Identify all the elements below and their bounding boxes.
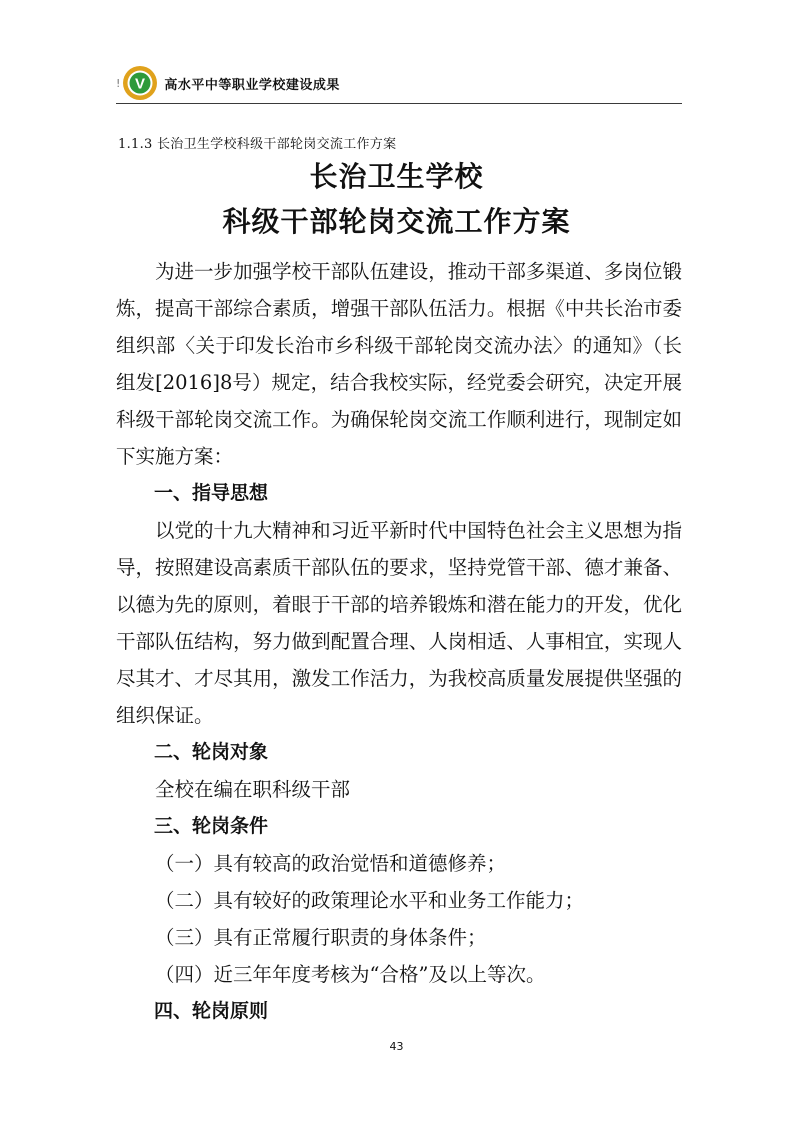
section-heading-conditions: 三、轮岗条件	[154, 815, 269, 837]
section-number: 1.1.3 长治卫生学校科级干部轮岗交流工作方案	[118, 137, 397, 152]
condition-item: （三）具有正常履行职责的身体条件；	[155, 926, 487, 949]
header-title: 高水平中等职业学校建设成果	[164, 77, 340, 93]
school-logo-icon	[122, 65, 158, 101]
header-mark: !	[116, 76, 121, 90]
section-heading-target: 二、轮岗对象	[154, 741, 269, 763]
guiding-paragraph: 以党的十九大精神和习近平新时代中国特色社会主义思想为指导，按照建设高素质干部队伍的要求，坚持党管干部、德才兼备、以德为先的原则，着眼于干部的培养锻炼和潜在能力的开发，优化干部队伍结构，努力做到配置合理、人岗相适、人事相宜，实现人尽其才、才尽其用，激发工作活力，为我校高质量发展提供坚强的组织保证。	[116, 519, 682, 727]
section-heading-principles: 四、轮岗原则	[154, 1000, 269, 1022]
section-heading-guiding: 一、指导思想	[154, 482, 269, 504]
condition-item: （四）近三年年度考核为“合格”及以上等次。	[155, 963, 546, 986]
condition-item: （二）具有较好的政策理论水平和业务工作能力；	[155, 889, 585, 912]
running-header	[116, 63, 340, 103]
condition-item: （一）具有较高的政治觉悟和道德修养；	[155, 852, 507, 875]
document-title-line2: 科级干部轮岗交流工作方案	[222, 205, 571, 238]
intro-paragraph: 为进一步加强学校干部队伍建设，推动干部多渠道、多岗位锻炼，提高干部综合素质，增强干部队伍活力。根据《中共长治市委组织部〈关于印发长治市乡科级干部轮岗交流办法〉的通知》（长组发[2016]8号）规定，结合我校实际，经党委会研究，决定开展科级干部轮岗交流工作。为确保轮岗交流工作顺利进行，现制定如下实施方案：	[116, 260, 682, 468]
logo-letter: V	[135, 75, 146, 93]
document-body	[116, 253, 682, 1030]
document-title-line1: 长治卫生学校	[309, 160, 484, 193]
header-divider	[116, 103, 682, 104]
target-paragraph: 全校在编在职科级干部	[155, 778, 351, 801]
page-number: 43	[389, 1040, 404, 1053]
